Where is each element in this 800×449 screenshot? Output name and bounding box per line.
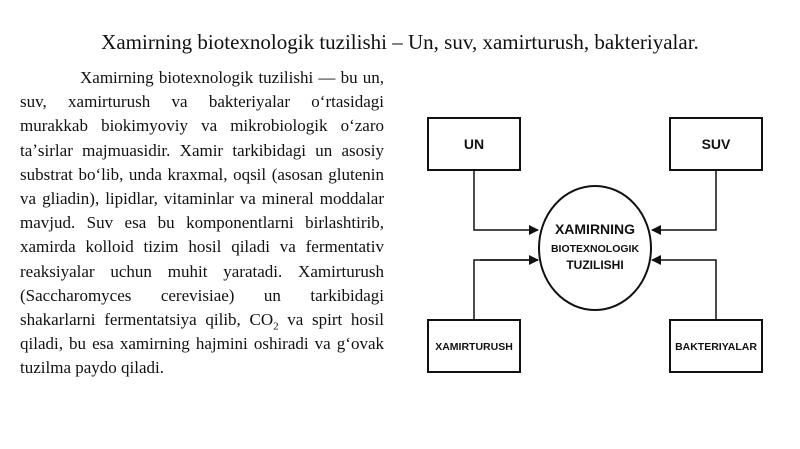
arrow-un (474, 170, 538, 230)
label-suv: SUV (701, 136, 731, 152)
label-un: UN (463, 136, 485, 152)
center-label-line2: BIOTEXNOLOGIK (550, 243, 640, 255)
label-xamirturush: XAMIRTURUSH (435, 341, 513, 353)
center-label-line3: TUZILISHI (566, 258, 624, 272)
arrow-bakteriyalar (652, 260, 716, 320)
label-bakteriyalar: BAKTERIYALAR (675, 341, 757, 353)
arrow-xamirturush (474, 260, 538, 320)
paragraph-text-end: va spirt hosil qiladi, bu esa xamirning hajmini oshiradi va gʻovak tuzilma paydo qiladi. (20, 310, 384, 378)
arrow-suv (652, 170, 716, 230)
body-paragraph (20, 66, 384, 381)
center-label-line1: XAMIRNING (554, 221, 636, 237)
structure-diagram (420, 108, 780, 378)
co2-subscript: 2 (273, 320, 279, 333)
paragraph-text: Xamirning biotexnologik tuzilishi — bu un, suv, xamirturush va bakteriyalar oʻrtasidagi murakkab biokimyoviy va mikrobiologik oʻzaro taʼsirlar majmuasidir. Xamir tarkibidagi un asosiy substrat boʻlib, unda kraxmal, oqsil (asosan glutenin va gliadin), lipidlar, vitaminlar va mineral moddalar mavjud. Suv esa bu komponentlarni birlashtirib, xamirda kolloid tizim hosil qiladi va fermentativ reaksiyalar uchun muhit yaratadi. Xamirturush (Saccharomyces cerevisiae) un tarkibidagi shakarlarni fermentatsiya qilib, CO (20, 68, 384, 330)
page-title: Xamirning biotexnologik tuzilishi – Un, suv, xamirturush, bakteriyalar. (101, 30, 699, 54)
